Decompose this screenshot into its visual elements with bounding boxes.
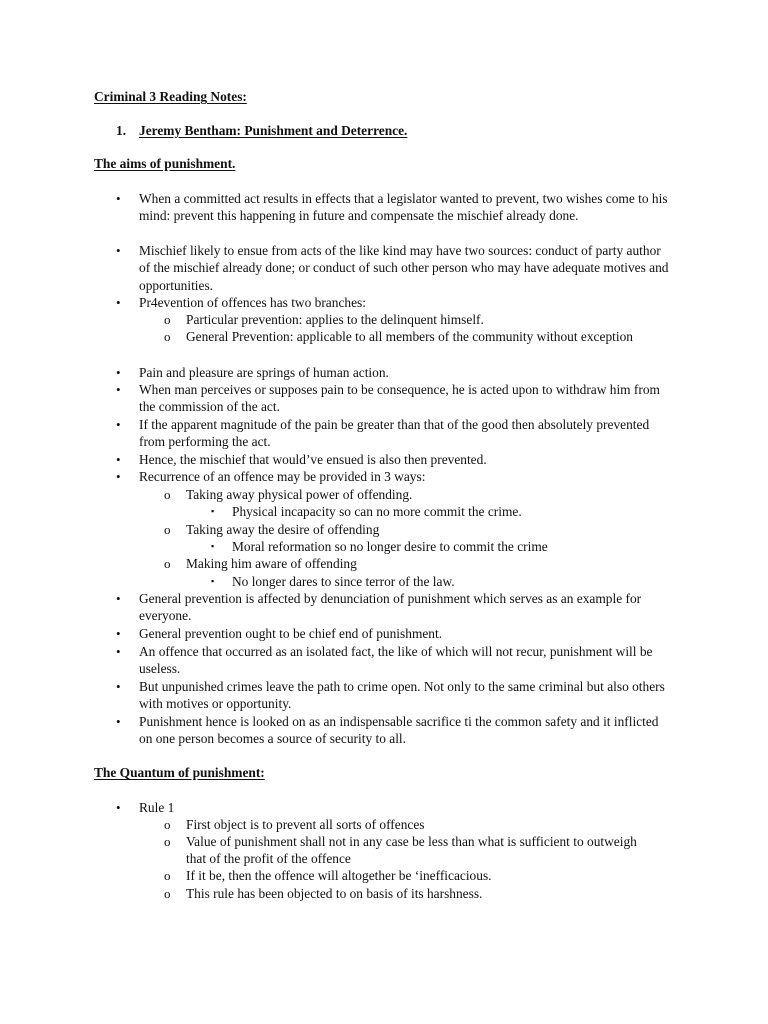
bullet-marker: • (116, 626, 121, 641)
section-number: 1. (116, 123, 127, 138)
sub-bullet-marker: o (164, 886, 171, 901)
list-item-text: But unpunished crimes leave the path to crime open. Not only to the same criminal but also others with motives or opportunity. (139, 679, 665, 712)
list-item-text: Hence, the mischief that would’ve ensued is also then prevented. (139, 452, 487, 467)
list-item-text: First object is to prevent all sorts of offences (186, 817, 425, 832)
list-item-text: Taking away physical power of offending. (186, 487, 413, 502)
list-item-text: When man perceives or supposes pain to be consequence, he is acted upon to withdraw him from the commission of the act. (139, 382, 660, 415)
list-item-text: General Prevention: applicable to all members of the community without exception (186, 329, 633, 344)
bullet-marker: • (116, 714, 121, 729)
bullet-marker: • (116, 243, 121, 258)
list-item-text: Making him aware of offending (186, 556, 357, 571)
list-item-text: Pain and pleasure are springs of human action. (139, 365, 389, 380)
list-item-text: Pr4evention of offences has two branches: (139, 295, 366, 310)
list-item-text: Punishment hence is looked on as an indispensable sacrifice ti the common safety and it inflicted on one person becomes a source of security to all. (139, 714, 659, 747)
list-item-text: Value of punishment shall not in any case be less than what is sufficient to outweigh that of the profit of the offence (186, 834, 637, 867)
sub-bullet-marker: o (164, 817, 171, 832)
bullet-marker: • (116, 382, 121, 397)
bullet-marker: • (116, 800, 121, 815)
heading-aims: The aims of punishment. (94, 156, 236, 171)
list-item-text: No longer dares to since terror of the law. (232, 574, 455, 589)
square-bullet-marker: ▪ (211, 576, 215, 586)
bullet-marker: • (116, 469, 121, 484)
bullet-marker: • (116, 591, 121, 606)
section-title: Jeremy Bentham: Punishment and Deterrence. (139, 123, 408, 138)
list-item-text: Rule 1 (139, 800, 175, 815)
list-item-text: Particular prevention: applies to the delinquent himself. (186, 312, 484, 327)
list-item-text: An offence that occurred as an isolated fact, the like of which will not recur, punishment will be useless. (139, 644, 653, 677)
sub-bullet-marker: o (164, 487, 171, 502)
list-item-text: If the apparent magnitude of the pain be greater than that of the good then absolutely prevented from performing the act. (139, 417, 650, 450)
list-item-text: General prevention is affected by denunciation of punishment which serves as an example for everyone. (139, 591, 642, 624)
square-bullet-marker: ▪ (211, 541, 215, 551)
bullet-marker: • (116, 365, 121, 380)
list-item-text: Recurrence of an offence may be provided in 3 ways: (139, 469, 426, 484)
bullet-marker: • (116, 417, 121, 432)
list-item-text: If it be, then the offence will altogether be ‘inefficacious. (186, 868, 492, 883)
square-bullet-marker: ▪ (211, 506, 215, 516)
list-item-text: General prevention ought to be chief end of punishment. (139, 626, 443, 641)
bullet-marker: • (116, 191, 121, 206)
list-item-text: When a committed act results in effects that a legislator wanted to prevent, two wishes come to his mind: prevent this happening in future and compensate the mischief already done. (139, 191, 668, 224)
sub-bullet-marker: o (164, 834, 171, 849)
sub-bullet-marker: o (164, 556, 171, 571)
sub-bullet-marker: o (164, 868, 171, 883)
bullet-marker: • (116, 295, 121, 310)
bullet-marker: • (116, 452, 121, 467)
sub-bullet-marker: o (164, 312, 171, 327)
sub-bullet-marker: o (164, 329, 171, 344)
sub-bullet-marker: o (164, 522, 171, 537)
heading-quantum: The Quantum of punishment: (94, 765, 265, 780)
bullet-marker: • (116, 679, 121, 694)
list-item-text: Moral reformation so no longer desire to commit the crime (232, 539, 548, 554)
list-item-text: Mischief likely to ensue from acts of the like kind may have two sources: conduct of party author of the mischief already done; or conduct of such other person who may have adequate motives and opportunities. (139, 243, 669, 293)
bullet-marker: • (116, 644, 121, 659)
list-item-text: Physical incapacity so can no more commit the crime. (232, 504, 522, 519)
list-item-text: This rule has been objected to on basis of its harshness. (186, 886, 483, 901)
list-item-text: Taking away the desire of offending (186, 522, 380, 537)
document-title: Criminal 3 Reading Notes: (94, 89, 247, 104)
